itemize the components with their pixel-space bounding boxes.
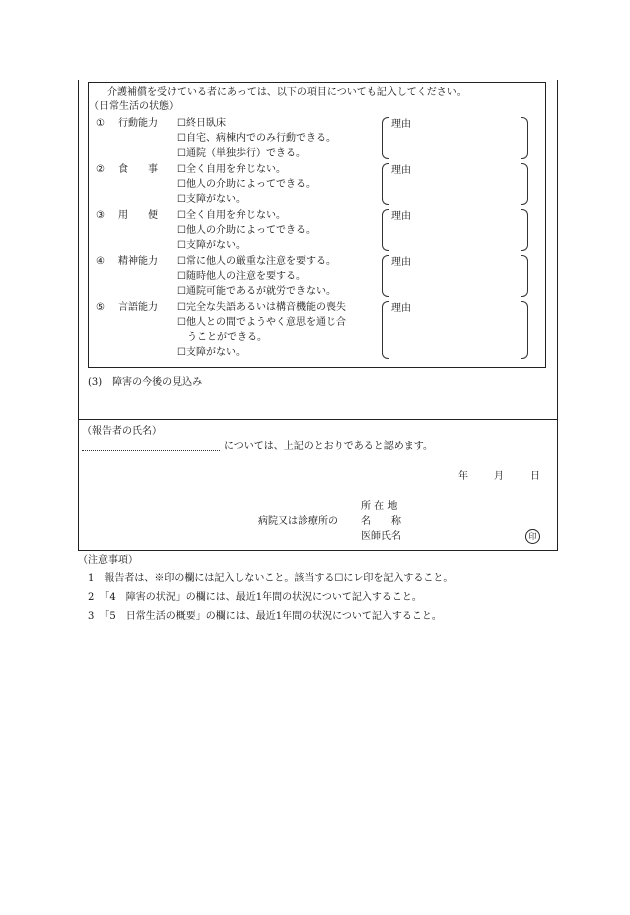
section-divider [78,419,557,420]
item-3-label: 用 便 [118,210,158,221]
item-5-num: ⑤ [96,302,105,313]
future-prospect-label: (3) 障害の今後の見込み [88,377,203,388]
field-name-label: 名 称 [361,516,401,527]
note-3: 3 「5 日常生活の概要」の欄には、最近1年間の状況について記入すること。 [88,611,442,622]
seal-stamp-icon: 印 [525,529,540,544]
item-5-option-1[interactable]: ☐完全な失語あるいは構音機能の喪失 [177,302,346,313]
item-2-label: 食 事 [118,164,158,175]
item-4-option-1[interactable]: ☐常に他人の厳重な注意を要する。 [177,256,336,267]
item-3-option-3[interactable]: ☐支障がない。 [177,240,246,251]
item-2-option-2[interactable]: ☐他人の介助によってできる。 [177,179,316,190]
item-3-num: ③ [96,210,105,221]
item-1-reason-label: 理由 [391,119,411,130]
date-month: 月 [494,471,504,482]
intro-text: 介護補償を受けている者にあっては、以下の項目についても記入してください。 [107,87,467,98]
date-year: 年 [458,471,468,482]
item-3-option-1[interactable]: ☐全く自用を弁じない。 [177,210,286,221]
item-2-num: ② [96,164,105,175]
note-2: 2 「4 障害の状況」の欄には、最近1年間の状況について記入すること。 [88,592,422,603]
date-day: 日 [530,471,540,482]
note-1: 1 報告者は、※印の欄には記入しないこと。該当する☐にレ印を記入すること。 [88,573,454,584]
reporter-name-field[interactable] [82,450,220,451]
reporter-heading: （報告者の氏名） [82,426,162,437]
item-4-option-3[interactable]: ☐通院可能であるが就労できない。 [177,286,336,297]
field-doctor-label: 医師氏名 [361,531,401,542]
item-1-label: 行動能力 [118,118,158,129]
item-5-option-3[interactable]: ☐支障がない。 [177,347,246,358]
item-4-reason-label: 理由 [391,257,411,268]
item-5-label: 言語能力 [118,302,158,313]
item-4-num: ④ [96,256,105,267]
certify-text: については、上記のとおりであると認めます。 [224,441,433,452]
field-address-label: 所 在 地 [361,501,398,512]
notes-heading: （注意事項） [78,555,138,566]
item-3-option-2[interactable]: ☐他人の介助によってできる。 [177,225,316,236]
item-2-reason-label: 理由 [391,165,411,176]
item-4-option-2[interactable]: ☐随時他人の注意を要する。 [177,271,306,282]
item-1-num: ① [96,118,105,129]
item-1-option-1[interactable]: ☐終日臥床 [177,118,226,129]
item-5-reason-label: 理由 [391,303,411,314]
item-2-option-3[interactable]: ☐支障がない。 [177,194,246,205]
item-4-label: 精神能力 [118,256,158,267]
item-5-option-2[interactable]: ☐他人との間でようやく意思を通じ合 [177,317,346,328]
item-3-reason-label: 理由 [391,211,411,222]
hospital-label: 病院又は診療所の [258,516,338,527]
daily-heading: （日常生活の状態） [89,101,179,112]
item-5-option-2-cont: うことができる。 [177,332,267,343]
item-1-option-3[interactable]: ☐通院（単独歩行）できる。 [177,148,306,159]
item-1-option-2[interactable]: ☐自宅、病棟内でのみ行動できる。 [177,133,336,144]
item-2-option-1[interactable]: ☐全く自用を弁じない。 [177,164,286,175]
